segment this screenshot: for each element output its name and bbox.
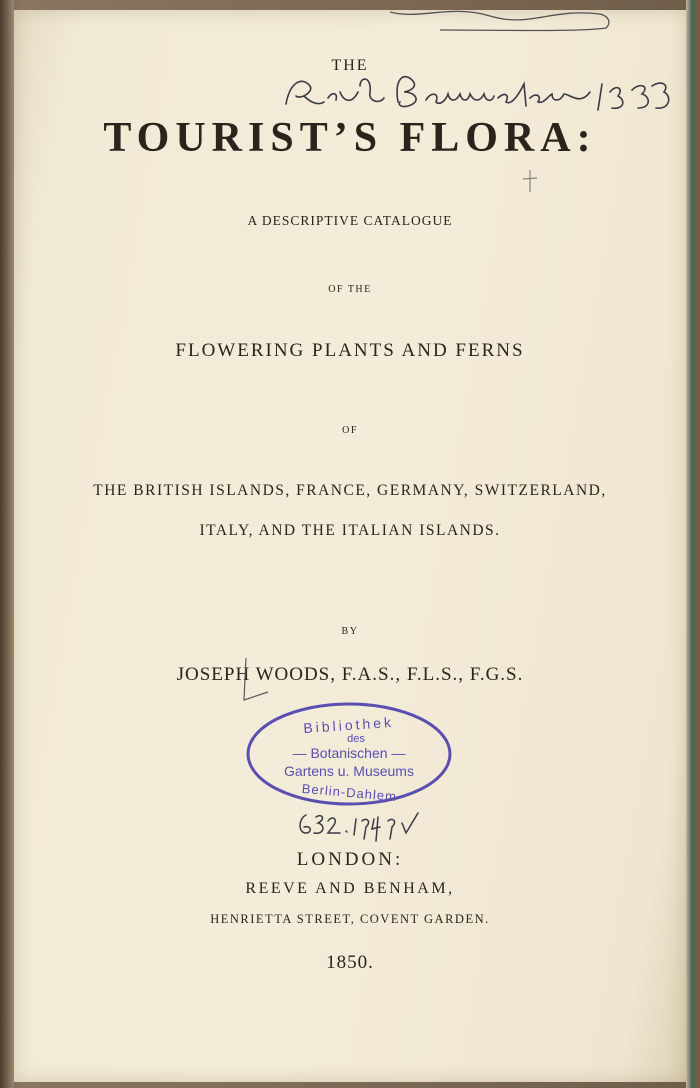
stamp-line-2: des — [347, 733, 365, 745]
connector-of: OF — [342, 425, 358, 436]
library-stamp — [244, 700, 454, 808]
pencil-mark — [520, 168, 540, 194]
subtitle-line-1: A DESCRIPTIVE CATALOGUE — [247, 213, 453, 228]
stamp-line-5: Berlin-Dahlem — [301, 780, 398, 805]
pen-bracket-mark — [238, 656, 278, 702]
book-title: TOURIST’S FLORA: — [103, 115, 597, 161]
imprint-place: LONDON: — [296, 849, 404, 870]
handwritten-shelfmark — [296, 805, 426, 845]
region-line-2: ITALY, AND THE ITALIAN ISLANDS. — [199, 522, 501, 539]
imprint-year: 1850. — [326, 952, 374, 973]
imprint-address: HENRIETTA STREET, COVENT GARDEN. — [210, 912, 490, 926]
stamp-line-4: Gartens u. Museums — [284, 763, 414, 779]
subtitle-line-2: FLOWERING PLANTS AND FERNS — [175, 340, 525, 361]
connector-of-the: OF THE — [328, 284, 372, 295]
top-handwriting-fragment — [380, 0, 620, 36]
title-the: THE — [331, 57, 369, 74]
author-name: JOSEPH WOODS, F.A.S., F.L.S., F.G.S. — [176, 664, 524, 685]
stamp-line-1: Bibliothek — [302, 713, 395, 737]
region-line-1: THE BRITISH ISLANDS, FRANCE, GERMANY, SWITZERLAND, — [93, 482, 607, 499]
connector-by: BY — [341, 626, 359, 637]
imprint-publisher: REEVE AND BENHAM, — [245, 880, 455, 897]
stamp-line-3: — Botanischen — — [292, 745, 406, 761]
